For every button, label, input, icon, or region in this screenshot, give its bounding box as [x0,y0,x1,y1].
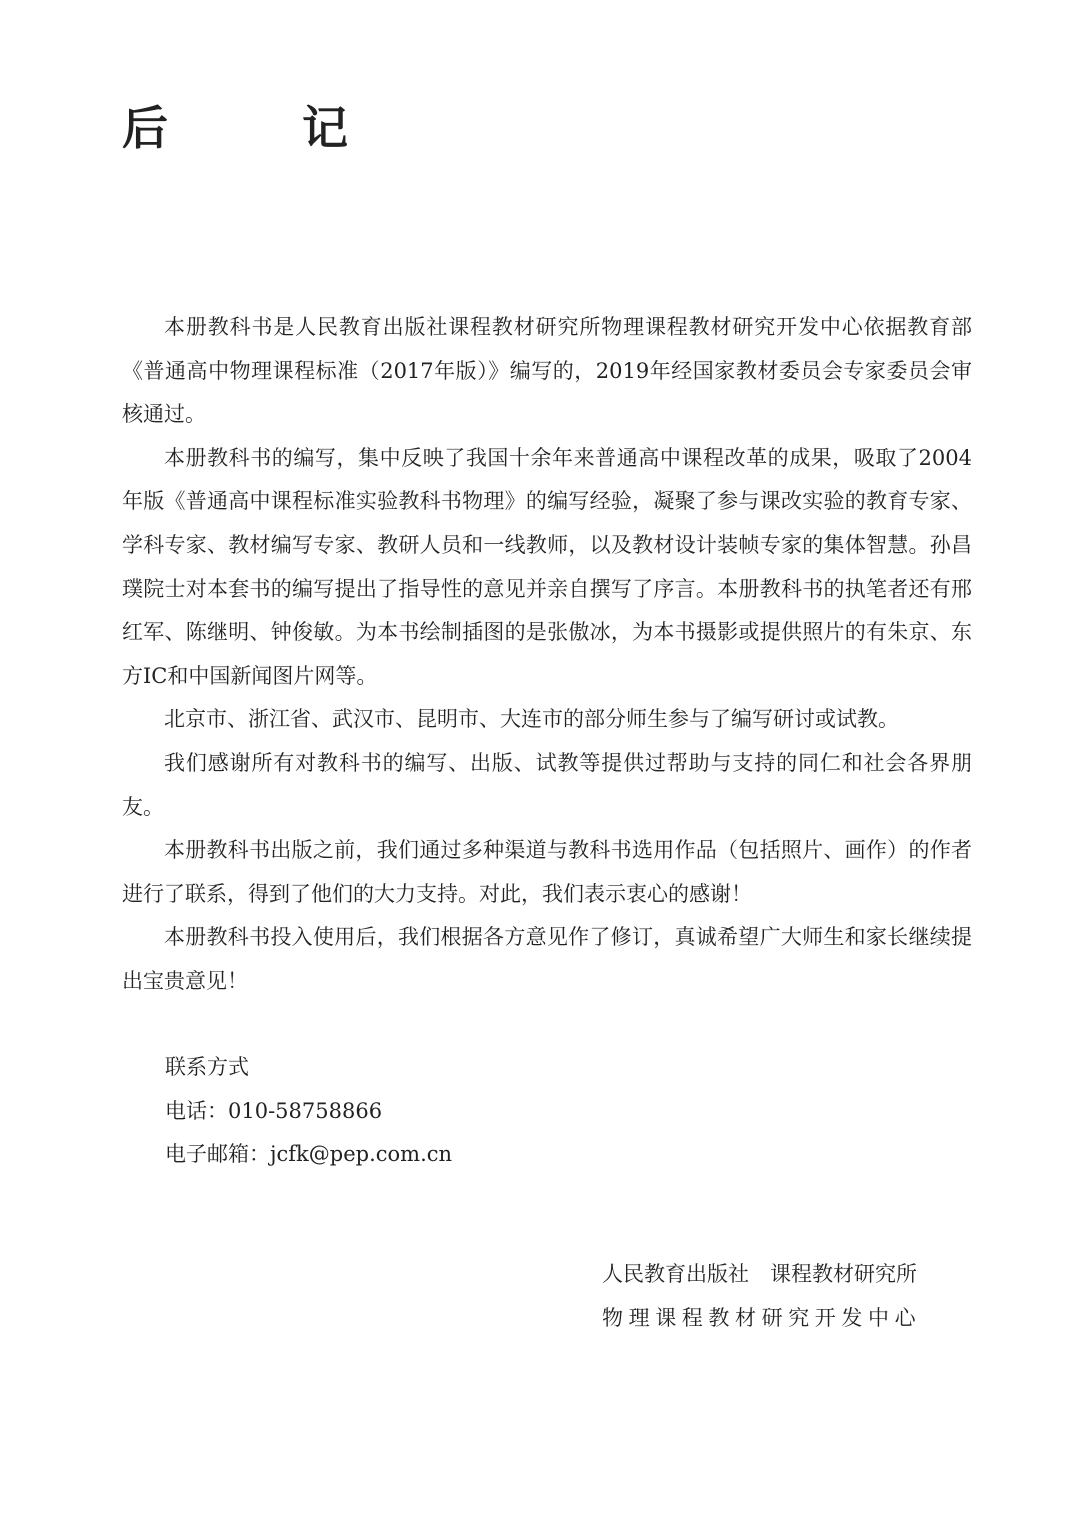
body-text [122,306,972,1004]
contact-phone: 电话：010-58758866 [165,1098,383,1123]
paragraph-feedback: 本册教科书投入使用后，我们根据各方意见作了修订，真诚希望广大师生和家长继续提出宝贵意见！ [122,925,972,993]
signature [602,1253,930,1340]
signature-publisher: 人民教育出版社 课程教材研究所 [602,1262,917,1286]
signature-center: 物理课程教材研究开发中心 [602,1305,922,1330]
paragraph-authors: 本册教科书的编写，集中反映了我国十余年来普通高中课程改革的成果，吸取了2004年版《普通高中课程标准实验教科书物理》的编写经验，凝聚了参与课改实验的教育专家、学科专家、教材编写专家、教研人员和一线教师，以及教材设计装帧专家的集体智慧。孙昌璞院士对本套书的编写提出了指导性的意见并亲自撰写了序言。本册教科书的执笔者还有邢红军、陈继明、钟俊敏。为本书绘制插图的是张傲冰，为本书摄影或提供照片的有朱京、东方IC和中国新闻图片网等。 [122,445,972,688]
paragraph-thanks: 我们感谢所有对教科书的编写、出版、试教等提供过帮助与支持的同仁和社会各界朋友。 [122,750,972,819]
paragraph-copyright-thanks: 本册教科书出版之前，我们通过多种渠道与教科书选用作品（包括照片、画作）的作者进行了联系，得到了他们的大力支持。对此，我们表示衷心的感谢！ [122,838,972,906]
paragraph-approval: 本册教科书是人民教育出版社课程教材研究所物理课程教材研究开发中心依据教育部《普通高中物理课程标准（2017年版）》编写的，2019年经国家教材委员会专家委员会审核通过。 [122,315,972,427]
page-title: 后 记 [122,101,392,155]
contact-info [165,1046,452,1177]
contact-email: 电子邮箱：jcfk@pep.com.cn [165,1142,453,1167]
contact-heading: 联系方式 [165,1055,249,1079]
paragraph-trial-cities: 北京市、浙江省、武汉市、昆明市、大连市的部分师生参与了编写研讨或试教。 [164,707,899,732]
